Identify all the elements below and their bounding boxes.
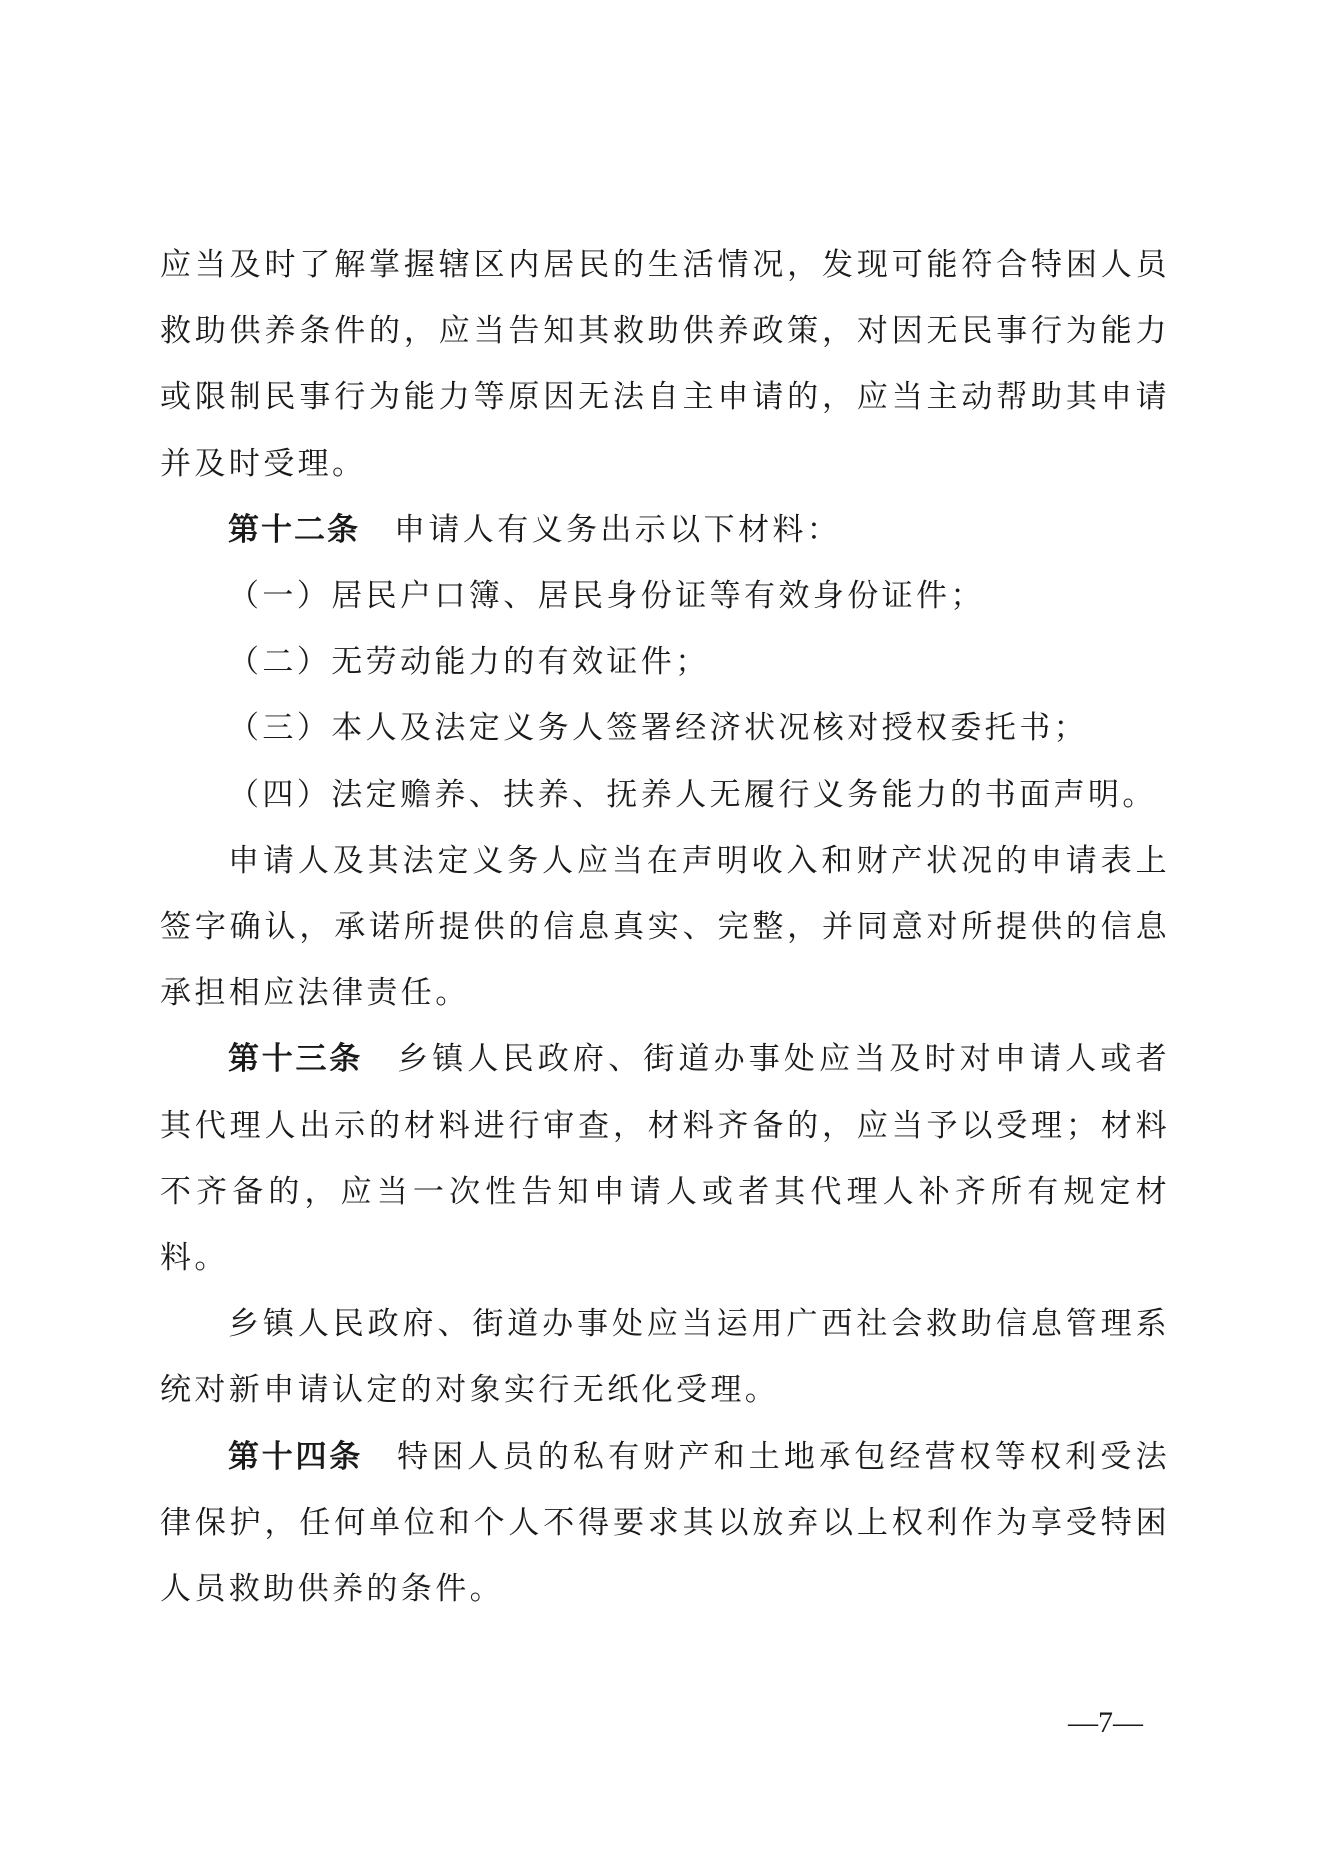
article-12-text: 申请人有义务出示以下材料： xyxy=(394,511,842,548)
article-12-item-4: （四）法定赡养、扶养、抚养人无履行义务能力的书面声明。 xyxy=(228,776,1157,813)
paragraph-signature-confirmation: 申请人及其法定义务人应当在声明收入和财产状况的申请表上签字确认，承诺所提供的信息真实、完整，并同意对所提供的信息承担相应法律责任。 xyxy=(160,842,1170,1012)
article-13-text: 乡镇人民政府、街道办事处应当及时对申请人或者其代理人出示的材料进行审查，材料齐备的，应当予以受理；材料不齐备的，应当一次性告知申请人或者其代理人补齐所有规定材料。 xyxy=(160,1041,1170,1277)
article-14-heading: 第十四条 xyxy=(228,1438,364,1475)
article-12-heading: 第十二条 xyxy=(228,511,360,548)
document-body xyxy=(160,232,1170,1622)
article-14 xyxy=(160,1424,1170,1623)
article-13-heading: 第十三条 xyxy=(228,1041,364,1078)
article-12-item-1: （一）居民户口簿、居民身份证等有效身份证件； xyxy=(228,578,985,615)
article-12-item-3: （三）本人及法定义务人签署经济状况核对授权委托书； xyxy=(228,710,1088,747)
paragraph-continuation: 应当及时了解掌握辖区内居民的生活情况，发现可能符合特困人员救助供养条件的，应当告知其救助供养政策，对因无民事行为能力或限制民事行为能力等原因无法自主申请的，应当主动帮助其申请并及时受理。 xyxy=(160,247,1170,482)
article-13 xyxy=(160,1026,1170,1291)
article-12-item-2: （二）无劳动能力的有效证件； xyxy=(228,644,710,681)
article-12 xyxy=(160,497,1170,563)
page-number: —7— xyxy=(1068,1706,1143,1739)
article-14-text: 特困人员的私有财产和土地承包经营权等权利受法律保护，任何单位和个人不得要求其以放弃以上权利作为享受特困人员救助供养的条件。 xyxy=(160,1438,1170,1608)
paragraph-paperless-system: 乡镇人民政府、街道办事处应当运用广西社会救助信息管理系统对新申请认定的对象实行无纸化受理。 xyxy=(160,1306,1170,1409)
